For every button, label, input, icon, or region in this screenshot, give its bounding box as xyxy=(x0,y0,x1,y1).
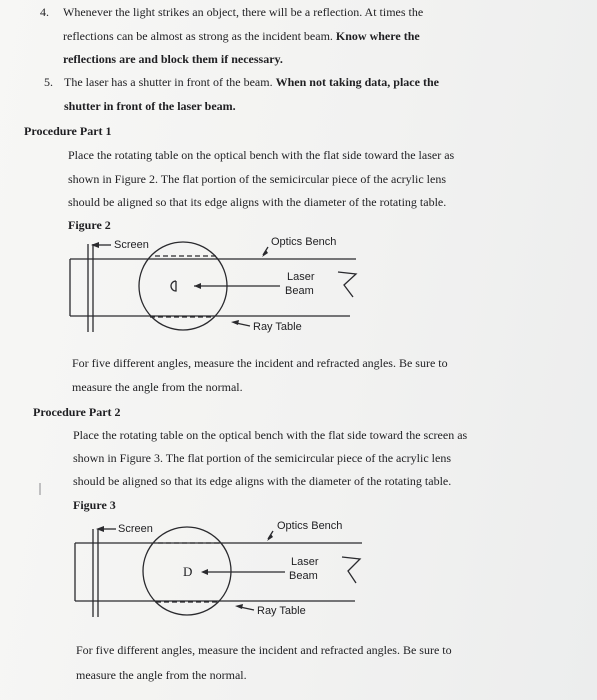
item4-line2: reflections can be almost as strong as the incident beam. Know where the xyxy=(63,29,420,43)
part2-para-line3: should be aligned so that its edge aligns with the diameter of the rotating table. xyxy=(73,474,452,488)
heading-procedure-part-2: Procedure Part 2 xyxy=(33,405,121,419)
part1-after-line2: measure the angle from the normal. xyxy=(72,380,243,394)
item4-line3: reflections are and block them if necessary. xyxy=(63,52,283,66)
figure-3-ray-table-label: Ray Table xyxy=(257,605,306,617)
figure-2-ray-table-label: Ray Table xyxy=(253,321,302,333)
figure-3-optics-bench-label: Optics Bench xyxy=(277,520,343,532)
part1-after-line1: For five different angles, measure the incident and refracted angles. Be sure to xyxy=(72,356,448,370)
list-number-4: 4. xyxy=(40,5,49,19)
figure-2-screen-label: Screen xyxy=(114,239,149,251)
figure-2-beam-label: Beam xyxy=(285,285,314,297)
part1-para-line3: should be aligned so that its edge aligns with the diameter of the rotating table. xyxy=(68,195,447,209)
figure-3-label: Figure 3 xyxy=(73,498,116,512)
figure-2-label: Figure 2 xyxy=(68,218,111,232)
part2-para-line2: shown in Figure 3. The flat portion of the semicircular piece of the acrylic lens xyxy=(73,451,451,465)
part2-para-line1: Place the rotating table on the optical bench with the flat side toward the screen as xyxy=(73,428,468,442)
item5-line1: The laser has a shutter in front of the beam. When not taking data, place the xyxy=(64,75,439,89)
item5-line2: shutter in front of the laser beam. xyxy=(64,99,236,113)
part2-after-line1: For five different angles, measure the incident and refracted angles. Be sure to xyxy=(76,643,452,657)
part1-para-line2: shown in Figure 2. The flat portion of the semicircular piece of the acrylic lens xyxy=(68,172,446,186)
heading-procedure-part-1: Procedure Part 1 xyxy=(24,124,112,138)
part2-after-line2: measure the angle from the normal. xyxy=(76,668,247,682)
item4-line1: Whenever the light strikes an object, there will be a reflection. At times the xyxy=(63,5,424,19)
figure-3-lens-glyph: D xyxy=(183,564,193,579)
figure-3-beam-label: Beam xyxy=(289,570,318,582)
figure-3-screen-label: Screen xyxy=(118,523,153,535)
figure-2-laser-label: Laser xyxy=(287,271,315,283)
part1-para-line1: Place the rotating table on the optical bench with the flat side toward the laser as xyxy=(68,148,455,162)
figure-3-laser-label: Laser xyxy=(291,556,319,568)
list-number-5: 5. xyxy=(44,75,53,89)
figure-2-optics-bench-label: Optics Bench xyxy=(271,236,337,248)
